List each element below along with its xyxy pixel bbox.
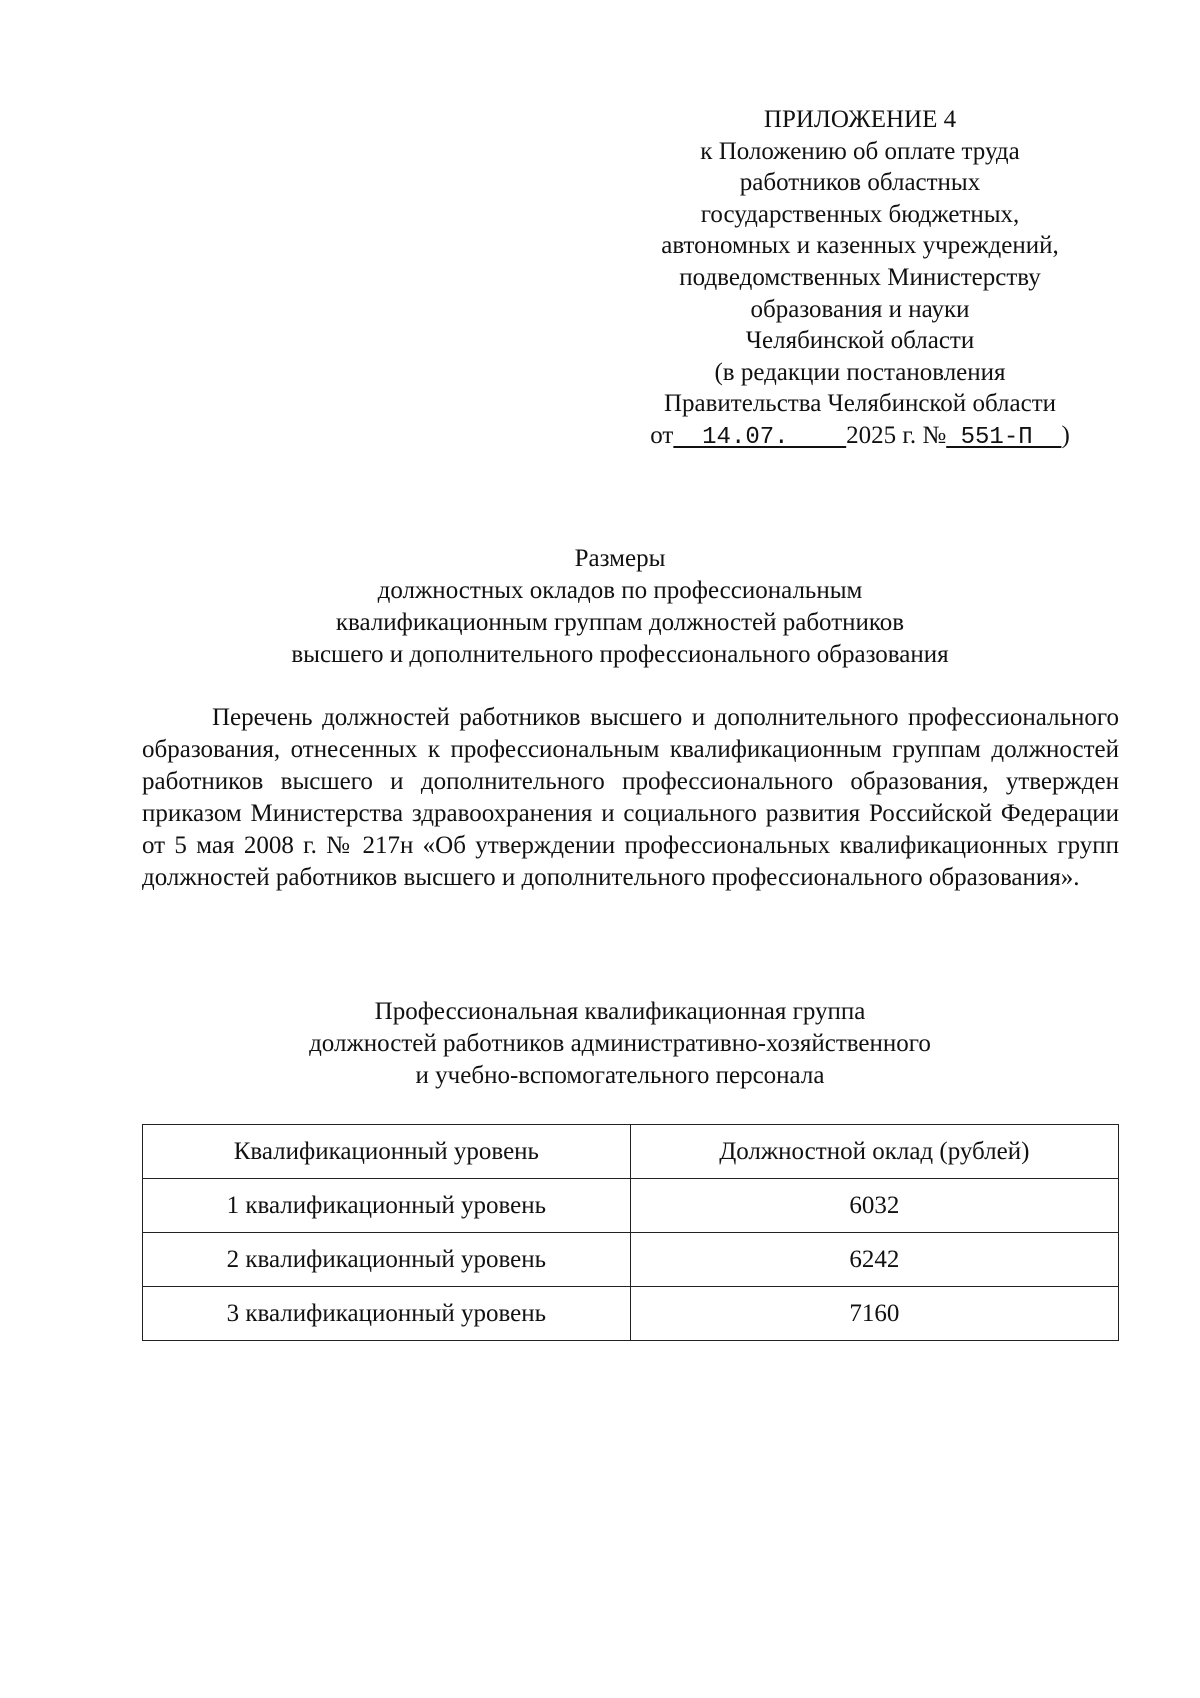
title-line: должностных окладов по профессиональным (377, 577, 863, 604)
appendix-header (620, 104, 1100, 454)
appendix-line: образования и науки (750, 295, 970, 323)
table-row (143, 1179, 1119, 1233)
title-line: Размеры (574, 545, 666, 572)
group-heading-line: и учебно-вспомогательного персонала (415, 1062, 825, 1089)
appendix-line: Правительства Челябинской области (663, 390, 1057, 418)
appendix-line: подведомственных Министерству (679, 263, 1041, 291)
group-heading-line: должностей работников административно-хозяйственного (309, 1030, 931, 1057)
cell-salary: 7160 (630, 1287, 1118, 1341)
cell-salary: 6032 (630, 1179, 1118, 1233)
appendix-line: автономных и казенных учреждений, (661, 232, 1059, 260)
appendix-line: к Положению об оплате труда (700, 137, 1020, 165)
table-header-row (143, 1125, 1119, 1179)
appendix-line: работников областных (739, 169, 981, 197)
salary-table (142, 1124, 1119, 1341)
cell-level: 3 квалификационный уровень (143, 1287, 631, 1341)
group-heading-line: Профессиональная квалификационная группа (374, 998, 866, 1025)
group-heading (130, 996, 1110, 1092)
appendix-date-line (620, 420, 1100, 454)
date-year: 2025 г. № (846, 421, 947, 449)
title-line: квалификационным группам должностей работников (335, 609, 905, 636)
appendix-title: ПРИЛОЖЕНИЕ 4 (763, 106, 957, 133)
date-fill: 14.07. (673, 423, 847, 451)
table-row (143, 1233, 1119, 1287)
column-header-salary: Должностной оклад (рублей) (630, 1125, 1118, 1179)
table-row (143, 1287, 1119, 1341)
document-title (130, 543, 1110, 671)
appendix-line: (в редакции постановления (714, 358, 1006, 386)
cell-level: 1 квалификационный уровень (143, 1179, 631, 1233)
date-suffix: ) (1061, 421, 1070, 449)
cell-salary: 6242 (630, 1233, 1118, 1287)
column-header-level: Квалификационный уровень (143, 1125, 631, 1179)
cell-level: 2 квалификационный уровень (143, 1233, 631, 1287)
body-paragraph: Перечень должностей работников высшего и дополнительного профессионального образования, отнесенных к профессиональным квалификационным группам должностей работников высшего и дополнительного профессионального образования, утвержден приказом Министерства здравоохранения и социального развития Российской Федерации от 5 мая 2008 г. № 217н «Об утверждении профессиональных квалификационных групп должностей работников высшего и дополнительного профессионального образования». (142, 704, 1119, 891)
date-prefix: от (650, 421, 674, 449)
number-fill: 551-П (946, 423, 1062, 451)
title-line: высшего и дополнительного профессионального образования (291, 641, 949, 668)
appendix-line: государственных бюджетных, (700, 200, 1020, 228)
appendix-line: Челябинской области (745, 327, 975, 355)
